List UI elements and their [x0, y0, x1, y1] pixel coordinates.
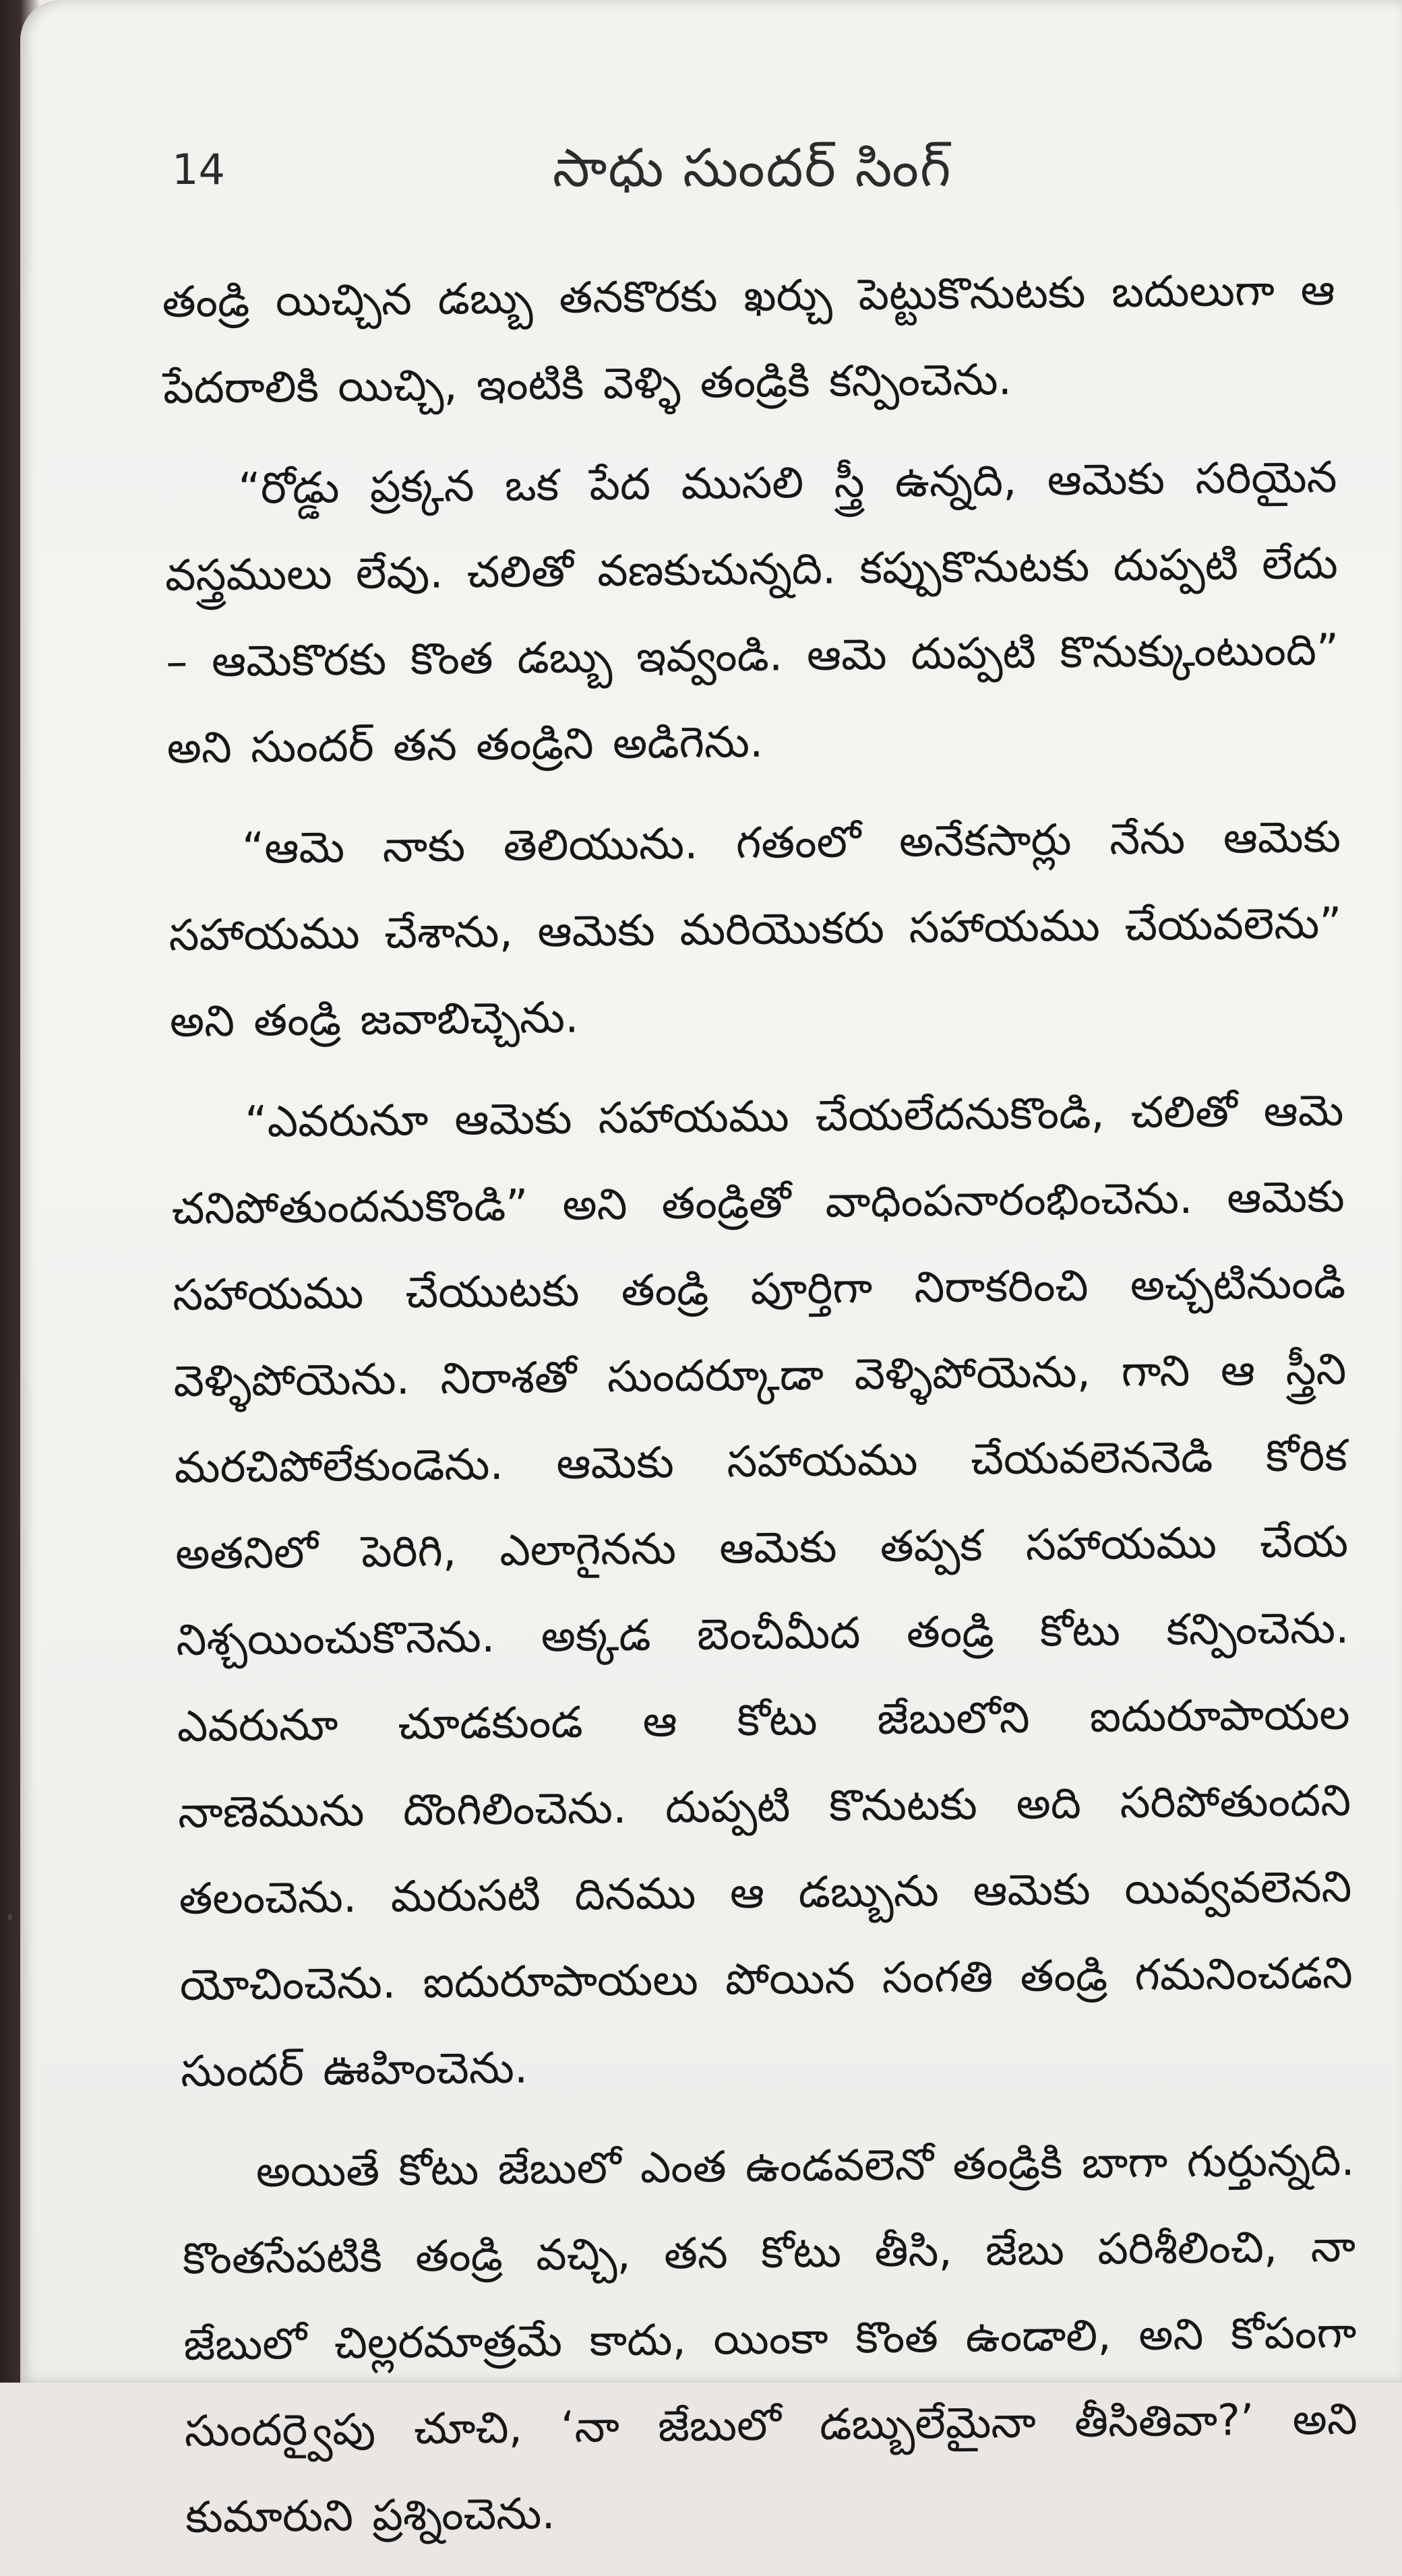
page-speck: [8, 1914, 12, 1920]
paragraph-continuation: తండ్రి యిచ్చిన డబ్బు తనకొరకు ఖర్చు పెట్టుకొనుటకు బదులుగా ఆ పేదరాలికి యిచ్చి, ఇంటికి వెళ్ళి తండ్రికి కన్పించెను.: [162, 265, 1335, 414]
paragraph-argument: “ఎవరునూ ఆమెకు సహాయము చేయలేదనుకొండి, చలితో ఆమె చనిపోతుందనుకొండి” అని తండ్రితో వాధింపనారంభించెను. ఆమెకు సహాయము చేయుటకు తండ్రి పూర్తిగా నిరాకరించి అచ్చటినుండి వెళ్ళిపోయెను. నిరాశతో సుందర్కూడా వెళ్ళిపోయెను, గాని ఆ స్త్రీని మరచిపోలేకుండెను. ఆమెకు సహాయము చేయవలెననెడి కోరిక అతనిలో పెరిగి, ఎలాగైనను ఆమెకు తప్పక సహాయము చేయ నిశ్చయించుకొనెను. అక్కడ బెంచీమీద తండ్రి కోటు కన్పించెను. ఎవరునూ చూడకుండ ఆ కోటు జేబులోని ఐదురూపాయల నాణెమును దొంగిలించెను. దుప్పటి కొనుటకు అది సరిపోతుందని తలంచెను. మరుసటి దినము ఆ డబ్బును ఆమెకు యివ్వవలెనని యోచించెను. ఐదురూపాయలు పోయిన సంగతి తండ్రి గమనించడని సుందర్ ఊహించెను.: [171, 1086, 1353, 2097]
page-body: [162, 247, 1359, 2576]
paragraph-father-reply: “ఆమె నాకు తెలియును. గతంలో అనేకసార్లు నేను ఆమెకు సహాయము చేశాను, ఆమెకు మరియొకరు సహాయము చేయవలెను” అని తండ్రి జవాబిచ్చెను.: [169, 812, 1342, 1047]
paragraph-request: “రోడ్డు ప్రక్కన ఒక పేద ముసలి స్త్రీ ఉన్నది, ఆమెకు సరియైన వస్త్రములు లేవు. చలితో వణకుచున్నది. కప్పుకొనుటకు దుప్పటి లేదు – ఆమెకొరకు కొంత డబ్బు ఇవ్వండి. ఆమె దుప్పటి కొనుక్కుంటుంది” అని సుందర్ తన తండ్రిని అడిగెను.: [164, 452, 1339, 774]
paragraph-question: అయితే కోటు జేబులో ఎంత ఉండవలెనో తండ్రికి బాగా గుర్తున్నది. కొంతసేపటికి తండ్రి వచ్చి, తన కోటు తీసి, జేబు పరిశీలించి, నా జేబులో చిల్లరమాత్రమే కాదు, యింకా కొంత ఉండాలి, అని కోపంగా సుందర్వైపు చూచి, ‘నా జేబులో డబ్బులేమైనా తీసితివా?’ అని కుమారుని ప్రశ్నించెను.: [182, 2135, 1358, 2543]
page-number: 14: [172, 145, 225, 194]
page-header: [0, 138, 1402, 219]
running-title: సాధు సుందర్ సింగ్: [553, 138, 952, 199]
